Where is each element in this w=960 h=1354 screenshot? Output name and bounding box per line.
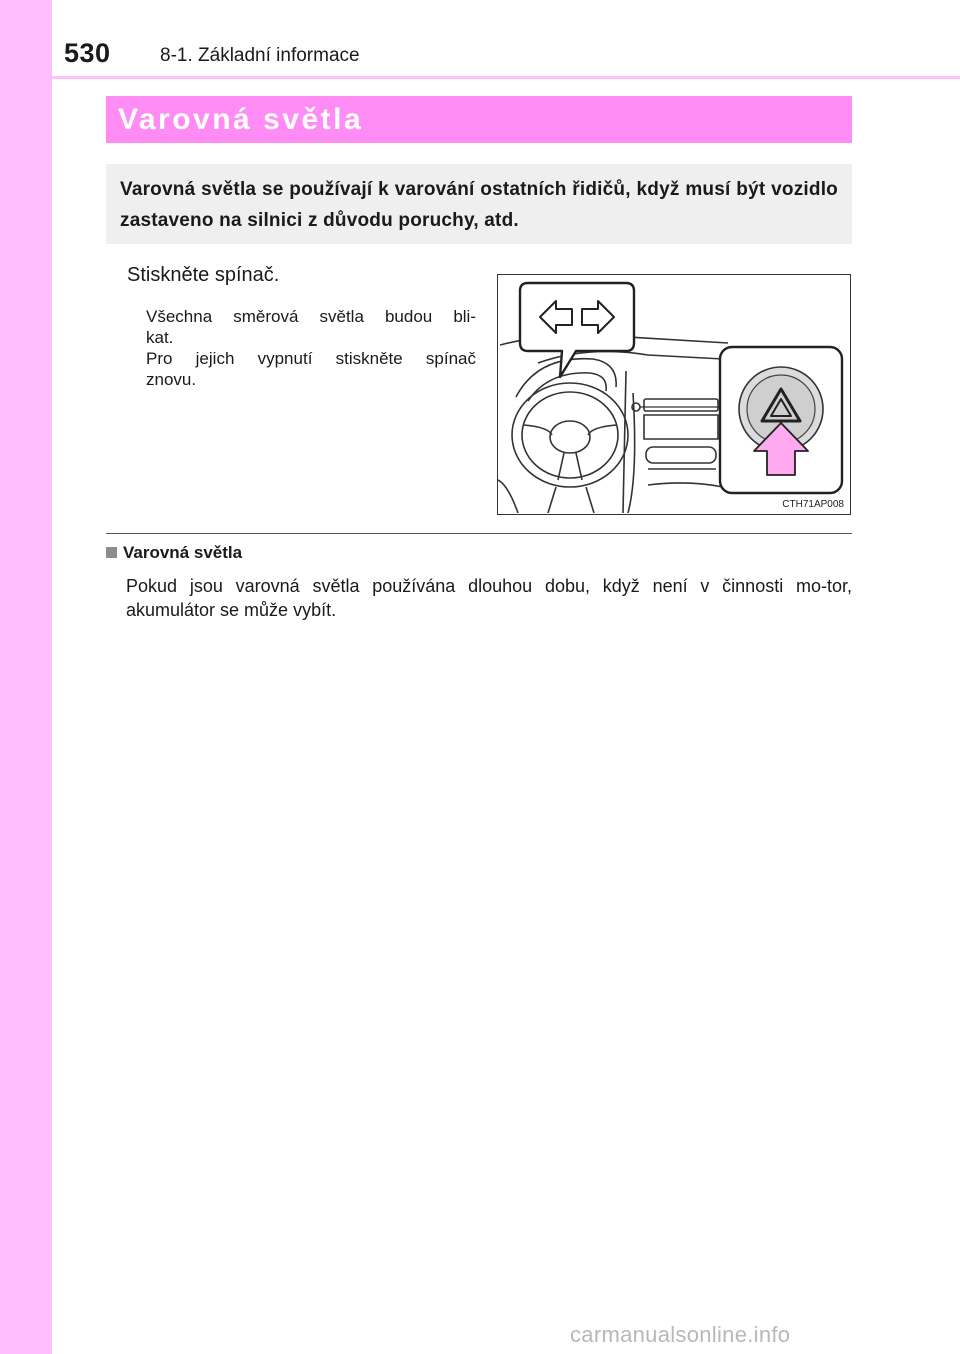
info-heading xyxy=(106,543,242,563)
section-title: Varovná světla xyxy=(118,103,364,136)
figure-code: CTH71AP008 xyxy=(782,499,844,510)
page-number: 530 xyxy=(64,38,111,68)
step-note xyxy=(146,306,476,390)
chapter-title: 8-1. Základní informace xyxy=(160,45,360,66)
left-color-band xyxy=(0,0,52,1354)
hazard-switch-callout xyxy=(720,347,842,493)
hazard-switch-illustration xyxy=(497,274,851,515)
info-text: Pokud jsou varovná světla používána dlouhou dobu, když není v činnosti mo-tor, akumulátor se může vybít. xyxy=(126,576,852,620)
intro-box xyxy=(106,164,852,244)
watermark: carmanualsonline.info xyxy=(570,1322,791,1347)
step-note-line: Všechna směrová světla budou bli- xyxy=(146,307,476,326)
step-note-line: kat. xyxy=(146,328,174,347)
turn-signal-callout xyxy=(520,283,634,377)
step-note-line: Pro jejich vypnutí stiskněte spínač xyxy=(146,349,476,368)
section-separator xyxy=(106,533,852,534)
square-bullet-icon xyxy=(106,547,117,558)
header-rule xyxy=(52,76,960,79)
section-title-bar xyxy=(106,96,852,143)
intro-text: Varovná světla se používají k varování ostatních řidičů, když musí být vozidlo zastaveno na silnici z důvodu poruchy, atd. xyxy=(120,179,838,231)
step-instruction: Stiskněte spínač. xyxy=(127,264,280,286)
dashboard-drawing xyxy=(498,275,849,513)
step-note-line: znovu. xyxy=(146,370,197,389)
info-heading-text: Varovná světla xyxy=(123,543,243,562)
